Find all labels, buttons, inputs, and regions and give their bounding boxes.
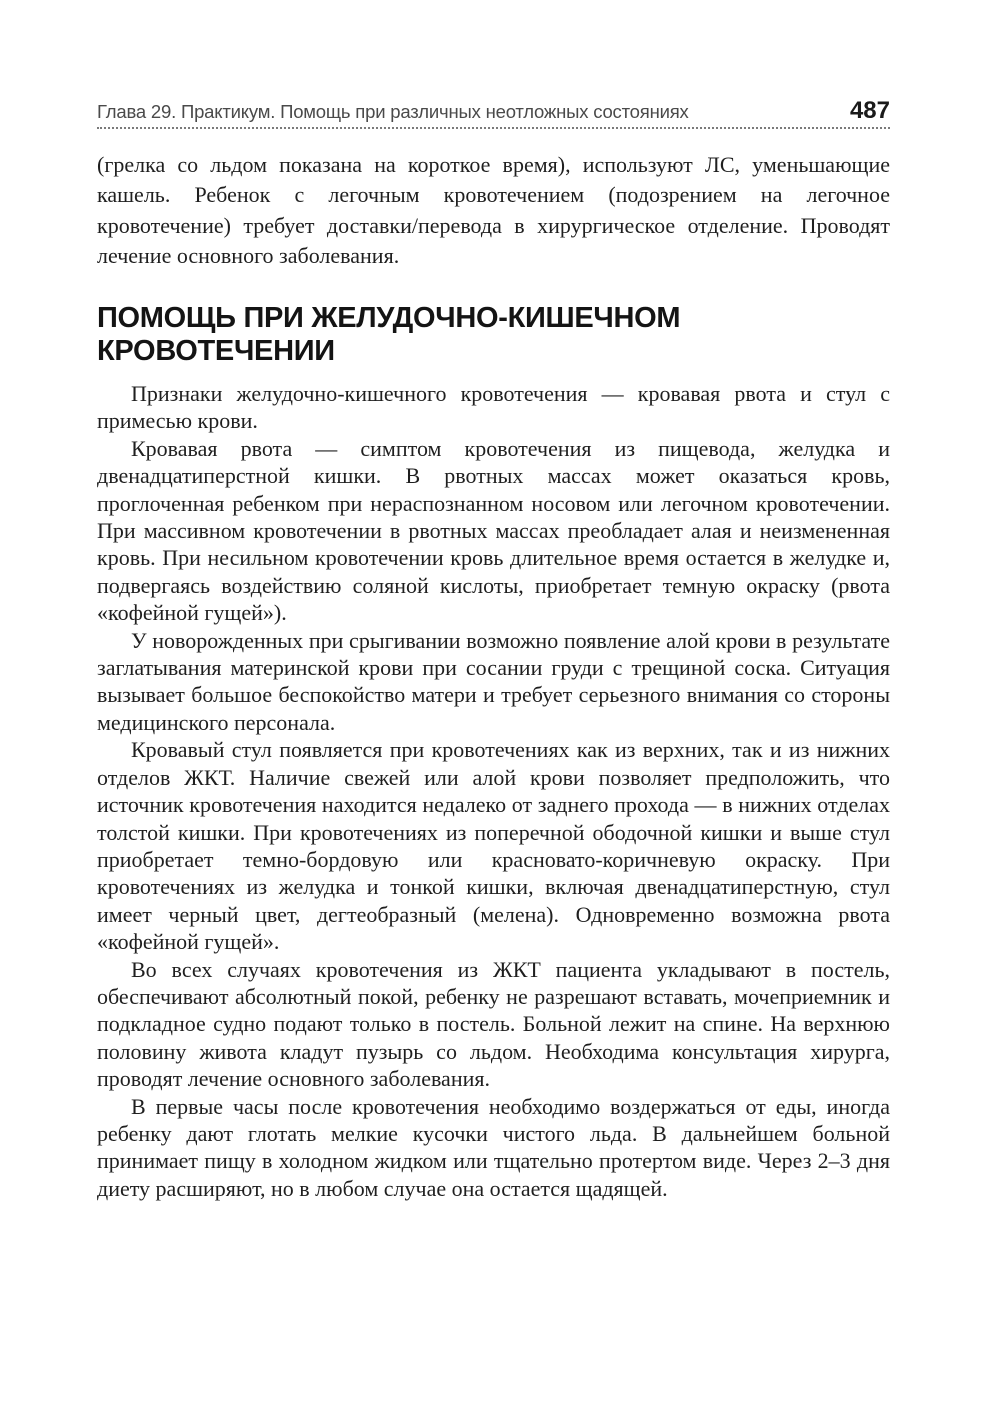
continuation-paragraph: (грелка со льдом показана на короткое время), используют ЛС, уменьшающие кашель. Ребенок с легочным кровотечением (подозрением на легочное кровотечение) требует доставки/перевода в хирургическое отделение. Проводят лечение основного заболевания. [97,152,890,269]
paragraph-bloody-vomit: Кровавая рвота — симптом кровотечения из пищевода, желудка и двенадцатиперстной кишки. В рвотных массах может оказаться кровь, проглоченная ребенком при нераспознанном носовом или легочном кровотечении. При массивном кровотечении в рвотных массах преобладает алая и неизмененная кровь. При несильном кровотечении кровь длительное время остается в желудке и, подвергаясь воздействию соляной кислоты, приобретает темную окраску (рвота «кофейной гущей»). [97,435,890,626]
paragraph-diet: В первые часы после кровотечения необходимо воздержаться от еды, иногда ребенку дают глотать мелкие кусочки чистого льда. В дальнейшем больной принимает пищу в холодном жидком или тщательно протертом виде. Через 2–3 дня диету расширяют, но в любом случае она остается щадящей. [97,1093,890,1201]
paragraph-care: Во всех случаях кровотечения из ЖКТ пациента укладывают в постель, обеспечивают абсолютный покой, ребенку не разрешают вставать, мочеприемник и подкладное судно подают только в постель. Больной лежит на спине. На верхнюю половину живота кладут пузырь со льдом. Необходима консультация хирурга, проводят лечение основного заболевания. [97,956,890,1092]
section-heading-line-2: КРОВОТЕЧЕНИИ [97,335,335,367]
section-heading-line-1: ПОМОЩЬ ПРИ ЖЕЛУДОЧНО-КИШЕЧНОМ [97,302,681,334]
running-title: Глава 29. Практикум. Помощь при различных неотложных состояниях [97,101,689,122]
paragraph-newborns: У новорожденных при срыгивании возможно появление алой крови в результате заглатывания материнской крови при сосании груди с трещиной соска. Ситуация вызывает большое беспокойство матери и требует серьезного внимания со стороны медицинского персонала. [97,627,890,735]
running-header [97,97,890,133]
header-dotted-rule [97,127,890,129]
paragraph-signs: Признаки желудочно-кишечного кровотечения — кровавая рвота и стул с примесью крови. [97,381,890,434]
page-number: 487 [849,97,890,124]
section-heading [97,302,890,368]
section-body [97,380,890,1202]
paragraph-bloody-stool: Кровавый стул появляется при кровотечениях как из верхних, так и из нижних отделов ЖКТ. Наличие свежей или алой крови позволяет предположить, что источник кровотечения находится недалеко от заднего прохода — в нижних отделах толстой кишки. При кровотечениях из поперечной ободочной кишки и выше стул приобретает темно-бордовую или красновато-коричневую окраску. При кровотечениях из желудка и тонкой кишки, включая двенадцатиперстную, стул имеет черный цвет, дегтеобразный (мелена). Одновременно возможна рвота «кофейной гущей». [97,737,890,955]
